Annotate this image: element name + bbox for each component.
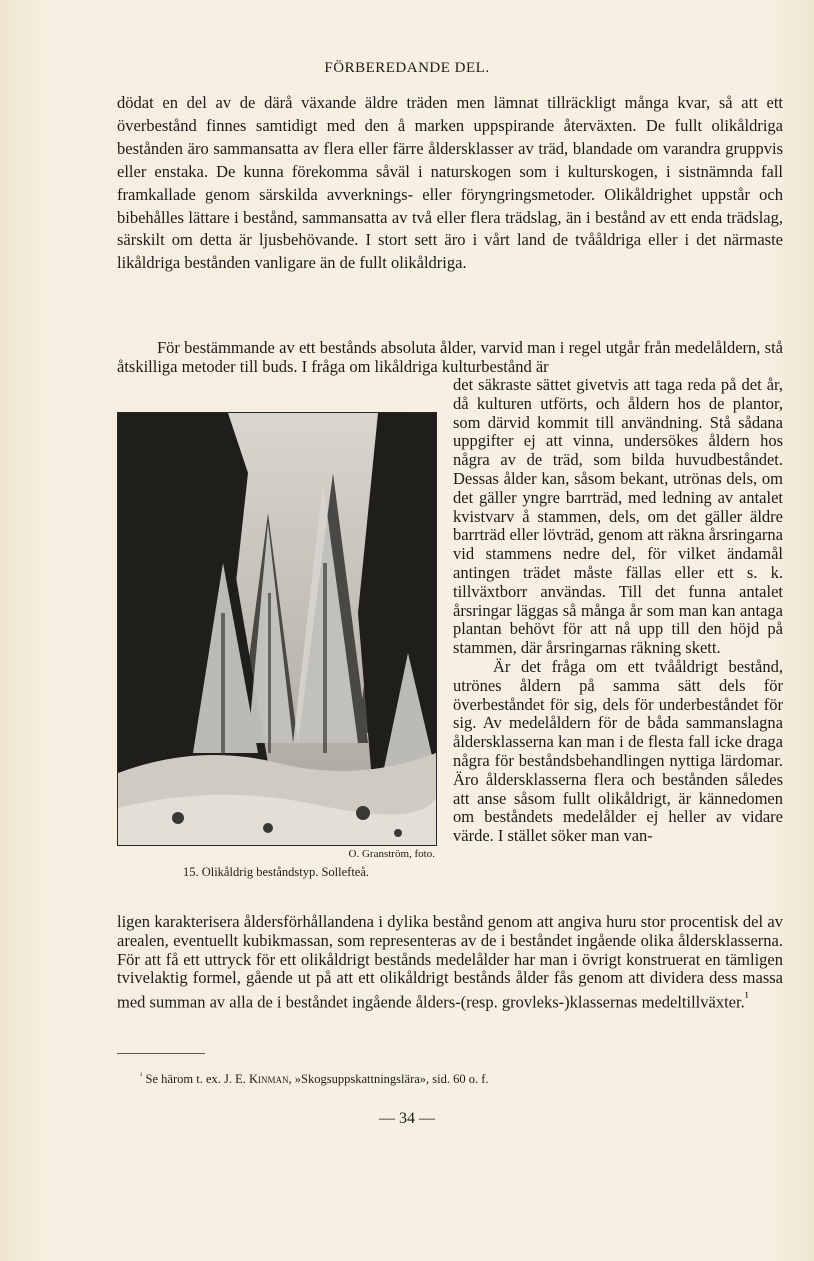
- footnote-reference: ¹: [744, 989, 749, 1005]
- paragraph-3-column: Är det fråga om ett tvååldrigt bestånd, utrönes åldern på samma sätt dels för överbeståndet för sig, dels för underbeståndet för sig. Av medelåldern för de båda sammanslagna åldersklasserna kan man i de flesta fall icke draga några för beståndsbehandlingen nyttiga lärdomar. Äro åldersklasserna flera och bestånden således att anse såsom fullt olikåldrigt, är kännedomen om beståndets medelålder ej heller av vidare värde. I stället söker man van-: [453, 656, 783, 846]
- paragraph-2-column: det säkraste sättet givetvis att taga reda på det år, då kulturen utförts, och åldern hos de plantor, som därvid kommit till användning. Stå sådana uppgifter ej att vinna, undersökes åldern hos några av de träd, som bilda huvudbeståndet. Dessas ålder kan, såsom bekant, utrönas dels, om det gäller yngre barrträd, med ledning av antalet kvistvarv å stammen, dels, om det gäller äldre barrträd eller lövträd, genom att räkna årsringarna vid stammens nedre del, för vilket ändamål antingen trädet måste fällas eller ett s. k. tillväxtborr användas. Till det funna antalet årsringar läggas så många år som man kan antaga plantan behövt för att nå upp till den höjd på stammen, där årsringarnas räkning skett.: [453, 375, 783, 658]
- snowy-spruce-forest-image: [118, 413, 436, 845]
- footnote-marker: ¹: [140, 1071, 143, 1080]
- footnote-suffix: , »Skogsuppskattningslära», sid. 60 o. f.: [288, 1072, 489, 1087]
- footnote-prefix: Se härom t. ex. J. E.: [145, 1072, 249, 1087]
- paragraph-1: dödat en del av de därå växande äldre träden men lämnat tillräckligt många kvar, så att ett överbestånd finnes samtidigt med den å marken uppspirande återväxten. De fullt olikåldriga bestånden äro sammansatta av flera eller färre åldersklasser av träd, blandade om varandra gruppvis eller enstaka. De kunna förekomma såväl i naturskogen som i kulturskogen, i sistnämnda fall framkallade genom särskilda avverknings- eller föryngringsmetoder. Olikåldrighet uppstår och bibehålles lättare i bestånd, sammansatta av två eller flera trädslag, än i bestånd av ett enda trädslag, särskilt om detta är ljusbehövande. I stort sett äro i vårt land de tvååldriga eller i det närmaste likåldriga bestånden vanligare än de fullt olikåldriga.: [117, 93, 783, 273]
- footnote: [140, 1071, 780, 1087]
- text-column: [453, 376, 783, 846]
- paragraph-3-full-width: [117, 913, 783, 1012]
- photo-credit: O. Granström, foto.: [348, 848, 435, 860]
- figure-caption: 15. Olikåldrig beståndstyp. Sollefteå.: [182, 865, 370, 879]
- footnote-divider: [117, 1053, 205, 1054]
- footnote-author: Kinman: [249, 1072, 289, 1087]
- forest-photo: [117, 412, 437, 846]
- page-number: — 34 —: [379, 1110, 435, 1127]
- paragraph-2-full-width: För bestämmande av ett bestånds absoluta ålder, varvid man i regel utgår från medelåldern, stå åtskilliga metoder till buds. I fråga om likåldriga kulturbestånd är: [117, 338, 783, 376]
- paragraph-3-full-width-text: ligen karakterisera åldersförhållandena i dylika bestånd genom att angiva huru stor procentisk del av arealen, eventuellt kubikmassan, som representeras av de i beståndet ingående olika åldersklasserna. För att få ett uttryck för ett olikåldrigt bestånds medelålder har man i övrigt konstruerat en tämligen tvivelaktig formel, gående ut på att ett olikåldrigt bestånds ålder fås genom att dividera dess massa med summan av alla de i beståndet ingående ålders-(resp. grovleks-)klassernas medeltillväxter.: [117, 912, 783, 1012]
- running-header: FÖRBEREDANDE DEL.: [324, 60, 490, 76]
